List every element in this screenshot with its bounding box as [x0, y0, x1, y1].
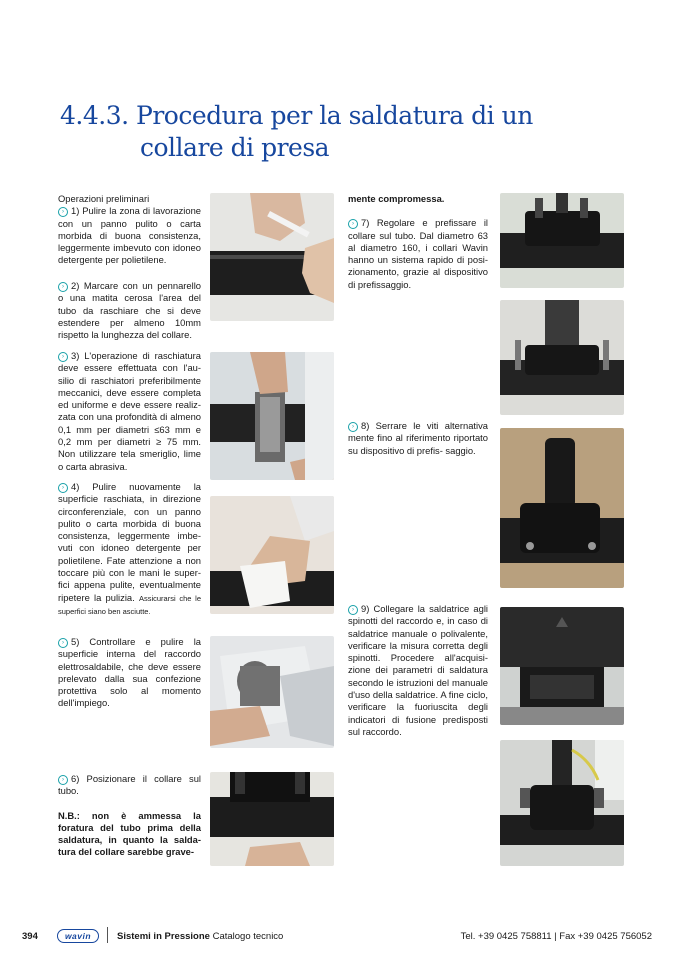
step-4-text: 4) Pulire nuovamente la superficie raschiata, in direzione circonferenziale, con un panno pulito o carta morbida di buona consistenza, leggermente imbe-vuti con idoneo detergente per polietilene. Fate attenzione a non toccare più con le mani le super-fici appena pulite, eventualmente ripetere la pulizia.: [58, 481, 201, 603]
step-9: [348, 603, 488, 738]
fusion-indicator-photo: [500, 740, 624, 866]
step-4-small-text: Assicurarsi che le superfici siano ben asciutte.: [58, 593, 201, 616]
step-6: [58, 773, 201, 859]
page-title: [60, 100, 640, 164]
title-line-2: collare di presa: [140, 133, 330, 162]
circle-arrow-icon: ›: [58, 775, 68, 785]
pipe-cleaning-photo: [210, 193, 334, 321]
step-7: [348, 193, 488, 291]
circle-arrow-icon: ›: [58, 282, 68, 292]
title-line-1: 4.4.3. Procedura per la saldatura di un: [60, 101, 533, 130]
circle-arrow-icon: ›: [58, 638, 68, 648]
circle-arrow-icon: ›: [58, 352, 68, 362]
collar-screws-photo: [500, 300, 624, 415]
step-2-text: 2) Marcare con un pennarello o una matita cerosa l'area del tubo da raschiare che si deve estendere per almeno 10mm rispetto la lunghezza del collare.: [58, 280, 201, 341]
step-8-text: 8) Serrare le viti alternativa mente fino al riferimento riportato su dispositivo di prefis- saggio.: [348, 420, 488, 456]
collar-tightened-photo: [500, 428, 624, 588]
step-7-text: 7) Regolare e prefissare il collare sul tubo. Dal diametro 63 al diametro 160, i collari Wavin hanno un sistema rapido di posi-zionamento, grazie al dispositivo di prefissaggio.: [348, 217, 488, 290]
step-1-text: 1) Pulire la zona di lavorazione con un panno pulito o carta morbida di buona consistenza, leggermente imbevuto con idoneo detergente per polietilene.: [58, 205, 201, 266]
step-5: [58, 636, 201, 710]
footer-divider: [107, 927, 108, 943]
note-text: N.B.: non è ammessa la foratura del tubo prima della saldatura, in quanto la salda-tura del collare sarebbe grave-: [58, 809, 201, 858]
step-3: [58, 350, 201, 473]
left-heading-block: [58, 193, 201, 267]
catalog-title-rest: Catalogo tecnico: [209, 931, 284, 942]
scraper-photo: [210, 352, 334, 480]
circle-arrow-icon: ›: [348, 219, 358, 229]
circle-arrow-icon: ›: [58, 207, 68, 217]
circle-arrow-icon: ›: [348, 605, 358, 615]
circle-arrow-icon: ›: [348, 422, 358, 432]
step-5-text: 5) Controllare e pulire la superficie interna del raccordo elettrosaldabile, che deve essere prelevato dalla sua confezione protettiva solo al momento dell'impiego.: [58, 636, 201, 709]
step-8: [348, 420, 488, 457]
step-2: [58, 280, 201, 341]
circle-arrow-icon: ›: [58, 483, 68, 493]
collar-position-photo: [210, 772, 334, 866]
collar-prefix-photo: [500, 193, 624, 288]
step-3-text: 3) L'operazione di raschiatura deve essere effettuata con l'au-silio di raschiatori preferibilmente meccanici, deve essere completa ed uniforme e deve essere realiz-zata con una profondità di almeno 0,1 mm per diametri ≤63 mm e 0,2 mm per diametri ≥ 75 mm. Non utilizzare tela smeriglio, lime o carta abrasiva.: [58, 350, 201, 472]
step-6-text: 6) Posizionare il collare sul tubo.: [58, 773, 201, 797]
catalog-title: [117, 931, 283, 942]
step-4: [58, 481, 201, 618]
page-number: 394: [22, 931, 38, 942]
wavin-logo: wavin: [57, 929, 99, 943]
step-9-text: 9) Collegare la saldatrice agli spinotti del raccordo e, in caso di saldatrice manuale o polivalente, verificare la misura corretta degli spinotti. Procedere all'acquisi-zione dei parametri di saldatura secondo le istruzioni del manuale d'uso della saldatrice. A fine ciclo, verificare la fuoriuscita degli indicatori di fusione predisposti sul raccordo.: [348, 603, 488, 737]
welder-connect-photo: [500, 607, 624, 725]
catalog-title-bold: Sistemi in Pressione: [117, 931, 210, 942]
page-footer: [0, 925, 678, 945]
wipe-photo: [210, 496, 334, 614]
continuation-text: mente compromessa.: [348, 193, 445, 204]
fitting-unpack-photo: [210, 636, 334, 748]
contact-info: Tel. +39 0425 758811 | Fax +39 0425 756052: [460, 931, 652, 942]
section-heading: Operazioni preliminari: [58, 193, 150, 204]
